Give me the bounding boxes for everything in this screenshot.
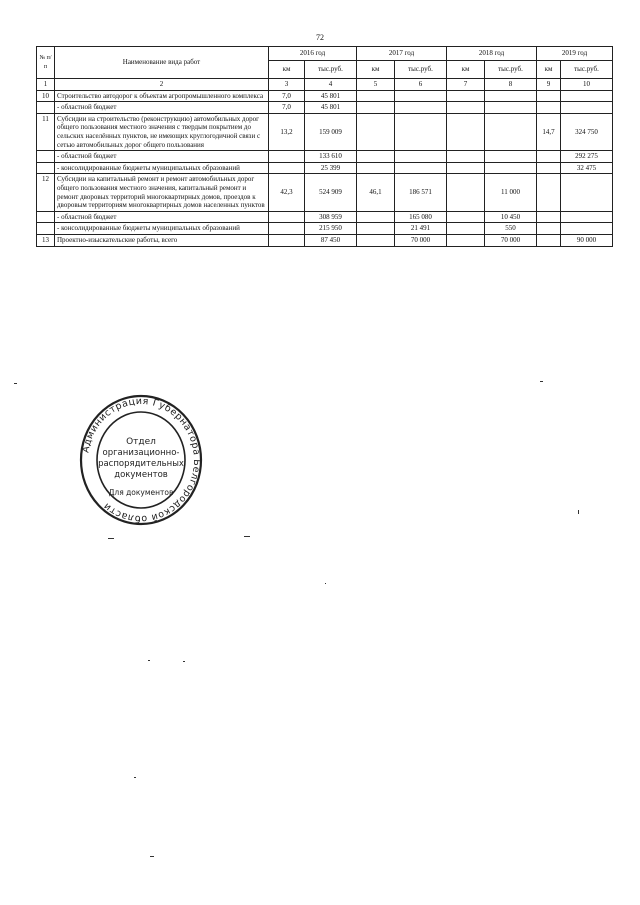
table-row: [37, 90, 613, 102]
value-cell: [485, 162, 537, 174]
work-name: - консолидированные бюджеты муниципальных образований: [55, 162, 269, 174]
value-cell: [395, 90, 447, 102]
scan-speck: [150, 856, 154, 857]
value-cell: [395, 162, 447, 174]
header-unit: км: [357, 61, 395, 79]
scan-speck: [578, 510, 579, 514]
value-cell: [357, 102, 395, 114]
value-cell: 308 959: [305, 211, 357, 223]
value-cell: [447, 174, 485, 211]
scan-speck: [540, 381, 543, 382]
column-number: 1: [37, 79, 55, 91]
value-cell: [447, 113, 485, 150]
value-cell: [447, 102, 485, 114]
stamp-line: Отдел: [126, 437, 156, 447]
row-number: 11: [37, 113, 55, 150]
value-cell: [561, 90, 613, 102]
row-number: [37, 102, 55, 114]
header-name: Наименование вида работ: [55, 47, 269, 79]
header-year: 2018 год: [447, 47, 537, 61]
work-name: - областной бюджет: [55, 211, 269, 223]
column-number: 7: [447, 79, 485, 91]
stamp-outer-text: Администрация Губернатора Белгородской области: [80, 395, 203, 525]
scan-speck: [244, 536, 250, 537]
works-table: [36, 46, 613, 247]
value-cell: [357, 90, 395, 102]
stamp-bottom-text: Для документов: [108, 488, 174, 497]
value-cell: [561, 223, 613, 235]
row-number: [37, 223, 55, 235]
row-number: 10: [37, 90, 55, 102]
header-unit: км: [269, 61, 305, 79]
table-row: [37, 234, 613, 246]
value-cell: 159 009: [305, 113, 357, 150]
value-cell: 550: [485, 223, 537, 235]
value-cell: 87 450: [305, 234, 357, 246]
value-cell: 21 491: [395, 223, 447, 235]
value-cell: [357, 162, 395, 174]
value-cell: [485, 151, 537, 163]
row-number: [37, 151, 55, 163]
value-cell: [357, 113, 395, 150]
scan-speck: [134, 777, 136, 778]
stamp-line: документов: [114, 470, 168, 480]
value-cell: [269, 223, 305, 235]
value-cell: [537, 162, 561, 174]
column-number: 3: [269, 79, 305, 91]
value-cell: 45 801: [305, 102, 357, 114]
work-name: - областной бюджет: [55, 102, 269, 114]
value-cell: 70 000: [395, 234, 447, 246]
value-cell: 7,0: [269, 102, 305, 114]
work-name: Субсидии на капитальный ремонт и ремонт автомобильных дорог общего пользования местного значения, капитальный ремонт и ремонт дворовых территорий многоквартирных домов, проездов к дворовым территориям многоквартирных домов населенных пунктов: [55, 174, 269, 211]
scan-speck: [14, 383, 17, 384]
row-number: [37, 162, 55, 174]
value-cell: 292 275: [561, 151, 613, 163]
value-cell: 133 610: [305, 151, 357, 163]
value-cell: [269, 151, 305, 163]
value-cell: [485, 113, 537, 150]
value-cell: [537, 90, 561, 102]
table-row: [37, 151, 613, 163]
value-cell: [357, 234, 395, 246]
value-cell: 13,2: [269, 113, 305, 150]
work-name: - областной бюджет: [55, 151, 269, 163]
value-cell: [537, 151, 561, 163]
value-cell: 32 475: [561, 162, 613, 174]
value-cell: [447, 211, 485, 223]
value-cell: [537, 102, 561, 114]
scan-speck: [325, 583, 326, 584]
scan-speck: [148, 660, 150, 661]
table-row: [37, 113, 613, 150]
value-cell: [395, 113, 447, 150]
value-cell: [561, 211, 613, 223]
work-name: - консолидированные бюджеты муниципальных образований: [55, 223, 269, 235]
row-number: 13: [37, 234, 55, 246]
value-cell: 10 450: [485, 211, 537, 223]
header-year: 2017 год: [357, 47, 447, 61]
value-cell: 215 950: [305, 223, 357, 235]
header-unit: тыс.руб.: [305, 61, 357, 79]
scan-speck: [183, 661, 185, 662]
work-name: Субсидии на строительство (реконструкцию) автомобильных дорог общего пользования местного значения с твердым покрытием до сельских населённых пунктов, не имеющих круглогодичной связи с сетью автомобильных дорог общего пользования: [55, 113, 269, 150]
value-cell: 11 000: [485, 174, 537, 211]
row-number: [37, 211, 55, 223]
table-row: [37, 211, 613, 223]
table-row: [37, 162, 613, 174]
stamp-line: распорядительных: [98, 459, 184, 469]
header-year: 2016 год: [269, 47, 357, 61]
value-cell: [357, 151, 395, 163]
value-cell: 524 909: [305, 174, 357, 211]
row-number: 12: [37, 174, 55, 211]
value-cell: [537, 234, 561, 246]
value-cell: 90 000: [561, 234, 613, 246]
value-cell: 25 399: [305, 162, 357, 174]
header-num: № п/п: [37, 47, 55, 79]
value-cell: 45 801: [305, 90, 357, 102]
value-cell: [447, 162, 485, 174]
table-row: [37, 223, 613, 235]
header-unit: км: [537, 61, 561, 79]
value-cell: [537, 174, 561, 211]
value-cell: 7,0: [269, 90, 305, 102]
value-cell: [537, 223, 561, 235]
header-unit: тыс.руб.: [561, 61, 613, 79]
value-cell: 186 571: [395, 174, 447, 211]
value-cell: [357, 223, 395, 235]
value-cell: [447, 223, 485, 235]
official-stamp: [78, 388, 204, 528]
column-number: 2: [55, 79, 269, 91]
value-cell: [357, 211, 395, 223]
column-number: 4: [305, 79, 357, 91]
page-number: 72: [316, 33, 324, 42]
value-cell: 46,1: [357, 174, 395, 211]
table-row: [37, 102, 613, 114]
value-cell: [395, 151, 447, 163]
value-cell: [485, 102, 537, 114]
header-unit: тыс.руб.: [485, 61, 537, 79]
header-unit: тыс.руб.: [395, 61, 447, 79]
value-cell: 42,3: [269, 174, 305, 211]
value-cell: 165 080: [395, 211, 447, 223]
value-cell: [447, 234, 485, 246]
value-cell: [269, 162, 305, 174]
value-cell: [269, 211, 305, 223]
scan-speck: [108, 538, 114, 539]
table-row: [37, 174, 613, 211]
value-cell: [537, 211, 561, 223]
value-cell: [269, 234, 305, 246]
value-cell: 14,7: [537, 113, 561, 150]
value-cell: [447, 90, 485, 102]
column-number: 6: [395, 79, 447, 91]
value-cell: [447, 151, 485, 163]
header-year: 2019 год: [537, 47, 613, 61]
column-number: 9: [537, 79, 561, 91]
value-cell: [485, 90, 537, 102]
table-body: [37, 90, 613, 246]
value-cell: [395, 102, 447, 114]
value-cell: [561, 102, 613, 114]
column-number: 8: [485, 79, 537, 91]
value-cell: 324 750: [561, 113, 613, 150]
work-name: Проектно-изыскательские работы, всего: [55, 234, 269, 246]
column-number: 5: [357, 79, 395, 91]
value-cell: 70 000: [485, 234, 537, 246]
stamp-line: организационно-: [102, 448, 180, 458]
value-cell: [561, 174, 613, 211]
work-name: Строительство автодорог к объектам агропромышленного комплекса: [55, 90, 269, 102]
header-unit: км: [447, 61, 485, 79]
column-number: 10: [561, 79, 613, 91]
